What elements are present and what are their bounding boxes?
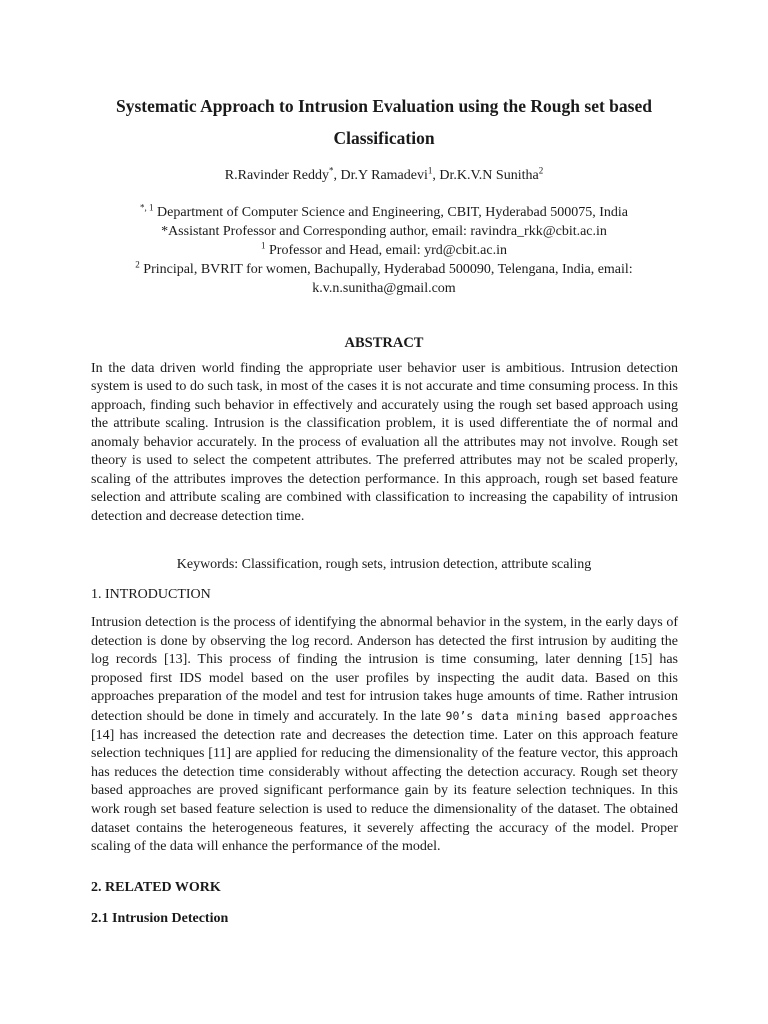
author-name: R.Ravinder Reddy [224, 168, 330, 183]
author-separator: , [333, 168, 341, 183]
introduction-paragraph: Intrusion detection is the process of identifying the abnormal behavior in the system, in the early days of detection is done by observing the log record. Anderson has detected the first intrusion by auditing the log records [13]. This process of finding the intrusion is time consuming, later denning [15] has proposed first IDS model based on the user profiles by inspecting the audit data. Based on this approaches preparation of the model and test for intrusion takes huge amounts of time. Rather intrusion detection should be done in timely and accurately. In the late 90’s data mining based approaches [14] has increased the detection rate and decreases the detection time. Later on this approach feature selection techniques [11] are applied for reducing the dimensionality of the feature vector, this approach has reduces the detection time considerably without affecting the detection accuracy. Rough set theory based approaches are proved significant performance gain by its feature selection techniques. In this work rough set based feature selection is used to reduce the dimensionality of the dataset. The obtained dataset contains the heterogeneous features, it severely affecting the accuracy of the model. Proper scaling of the data will enhance the performance of the model. [91, 615, 678, 855]
affiliation-line: k.v.n.sunitha@gmail.com [312, 281, 456, 296]
author-name: Dr.Y Ramadevi [340, 168, 428, 183]
subsection-heading-intrusion-detection: 2.1 Intrusion Detection [91, 911, 229, 926]
keywords: Keywords: Classification, rough sets, intrusion detection, attribute scaling [176, 557, 592, 572]
affiliation-line: $^2$ Principal, BVRIT for women, Bachupally, Hyderabad 500090, Telengana, India, email: [135, 259, 633, 277]
inline-monospace-text: 90’s data mining based approaches [445, 708, 678, 723]
affiliation-marker: *, 1 [140, 202, 154, 213]
affiliation-marker: 2 [135, 259, 140, 270]
affiliation-line: $^{*, 1}$ Department of Computer Science and Engineering, CBIT, Hyderabad 500075, India [140, 202, 628, 220]
author-separator: , [432, 168, 440, 183]
author-list [90, 166, 678, 186]
abstract-text: In the data driven world finding the appropriate user behavior user is ambitious. Intrusion detection system is used to do such task, in most of the cases it is not accurate and time consuming process. In this approach, finding such behavior in effectively and accurately using the rough set based approach using the attribute scaling. Intrusion is the classification problem, it is used differentiate the of normal and anomaly behavior accurately. In the process of evaluation all the attributes may not involve. Rough set theory is used to select the competent attributes. The preferred attributes may not be scaled properly, scaling of the attributes improves the detection performance. In this approach, rough set based feature selection and attribute scaling are combined with classification to increasing the capability of intrusion detection and decrease detection time. [91, 361, 678, 524]
section-heading-related-work: 2. RELATED WORK [91, 880, 221, 895]
affiliation-marker: 1 [261, 240, 266, 251]
affiliation-line: *Assistant Professor and Corresponding author, email: ravindra_rkk@cbit.ac.in [161, 224, 607, 239]
author-marker: 1 [427, 165, 433, 176]
paper-title: Systematic Approach to Intrusion Evaluation using the Rough set based Classification [116, 96, 652, 148]
section-heading-introduction: 1. INTRODUCTION [91, 587, 211, 602]
author-marker: * [329, 165, 334, 176]
author-marker: 2 [538, 165, 544, 176]
author-name: Dr.K.V.N Sunitha [439, 168, 539, 183]
affiliation-line: $^1$ Professor and Head, email: yrd@cbit.ac.in [261, 240, 507, 258]
abstract-heading: ABSTRACT [344, 335, 424, 351]
affiliations [90, 203, 678, 298]
